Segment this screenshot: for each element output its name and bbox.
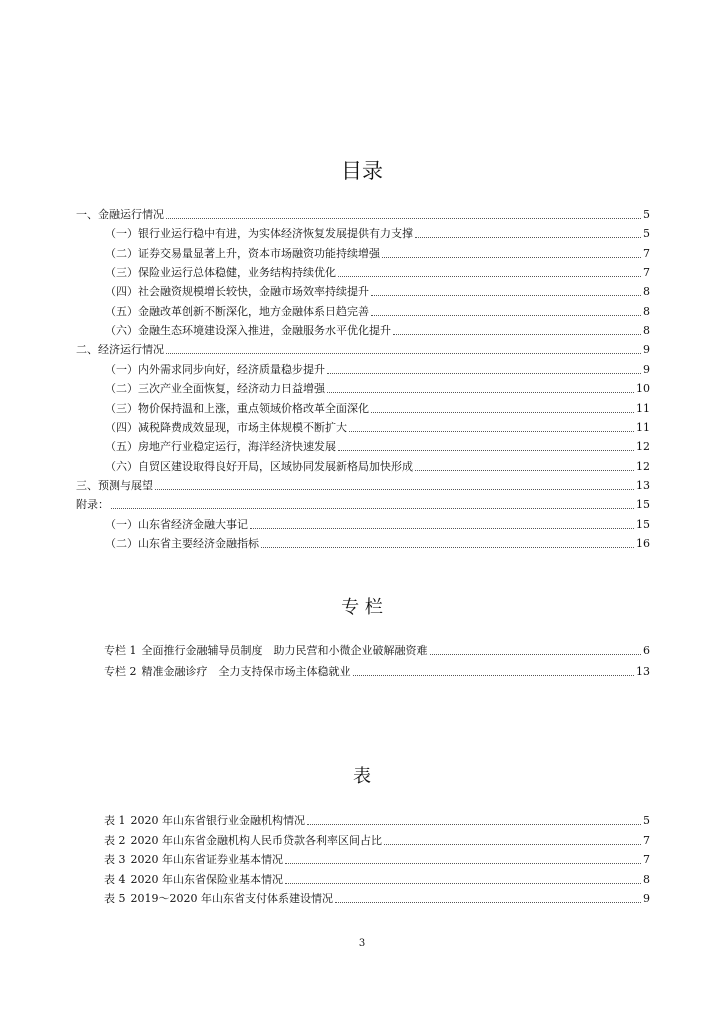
dot-leader (285, 863, 641, 864)
entry-page-number: 7 (643, 833, 650, 847)
entry-page-number: 13 (636, 664, 650, 678)
entry-label: 2020 年山东省保险业基本情况 (130, 872, 283, 886)
entry-label: （三）物价保持温和上涨，重点领域价格改革全面深化 (105, 401, 369, 415)
toc-entry[interactable] (76, 475, 650, 493)
dot-leader (349, 431, 634, 432)
entry-page-number: 11 (636, 420, 650, 434)
dot-leader (371, 295, 641, 296)
toc-entry[interactable] (104, 869, 650, 887)
dot-leader (338, 276, 641, 277)
dot-leader (111, 508, 634, 509)
entry-number: 表 1 (104, 814, 126, 827)
columns-title: 专 栏 (341, 597, 383, 618)
toc-entry[interactable] (105, 223, 650, 241)
toc-entry[interactable] (105, 262, 650, 280)
dot-leader (335, 902, 641, 903)
entry-page-number: 16 (636, 536, 650, 550)
toc-entry[interactable] (104, 640, 650, 658)
entry-page-number: 8 (643, 285, 650, 299)
toc-entry[interactable] (105, 436, 650, 454)
entry-label: （二）山东省主要经济金融指标 (105, 536, 259, 550)
dot-leader (430, 654, 642, 655)
dot-leader (307, 824, 641, 825)
page-number: 3 (358, 938, 366, 949)
toc-entry[interactable] (76, 339, 650, 357)
dot-leader (250, 528, 634, 529)
entry-label: 2020 年山东省证券业基本情况 (130, 853, 283, 866)
entry-label: （四）减税降费成效显现，市场主体规模不断扩大 (105, 420, 347, 434)
entry-page-number: 12 (636, 459, 650, 473)
toc-entry[interactable] (105, 456, 650, 474)
toc-entry[interactable] (105, 281, 650, 299)
entry-label: （六）自贸区建设取得良好开局，区域协同发展新格局加快形成 (105, 459, 413, 473)
entry-label: （二）证券交易量显著上升，资本市场融资功能持续增强 (105, 246, 380, 260)
tables-title: 表 (353, 766, 371, 787)
toc-entry[interactable] (76, 204, 650, 222)
dot-leader (155, 489, 634, 490)
entry-page-number: 15 (636, 517, 650, 531)
entry-page-number: 13 (636, 478, 650, 492)
entry-page-number: 15 (636, 498, 650, 512)
toc-entry[interactable] (105, 301, 650, 319)
entry-number: 专栏 2 (104, 664, 137, 678)
entry-page-number: 5 (643, 814, 650, 827)
entry-number: 专栏 1 (104, 644, 137, 657)
toc-entry[interactable] (105, 243, 650, 261)
entry-page-number: 8 (643, 872, 650, 886)
entry-label: （一）银行业运行稳中有进，为实体经济恢复发展提供有力支撑 (105, 227, 413, 241)
entry-page-number: 8 (643, 324, 650, 338)
toc-entry[interactable] (104, 661, 650, 679)
dot-leader (327, 392, 634, 393)
dot-leader (384, 844, 641, 845)
dot-leader (371, 412, 634, 413)
entry-page-number: 11 (636, 401, 650, 415)
entry-label: 一、金融运行情况 (76, 208, 164, 221)
entry-label: 全面推行金融辅导员制度 助力民营和小微企业破解融资难 (141, 644, 428, 657)
dot-leader (166, 218, 641, 219)
entry-label: 2020 年山东省银行业金融机构情况 (130, 814, 305, 827)
dot-leader (415, 237, 641, 238)
dot-leader (285, 883, 641, 884)
entry-page-number: 7 (643, 853, 650, 866)
entry-page-number: 9 (643, 892, 650, 905)
toc-entry[interactable] (104, 810, 650, 828)
dot-leader (371, 315, 641, 316)
entry-label: （二）三次产业全面恢复，经济动力日益增强 (105, 382, 325, 396)
entry-label: 附录： (76, 498, 109, 512)
dot-leader (393, 334, 641, 335)
dot-leader (382, 257, 641, 258)
entry-label: 2020 年山东省金融机构人民币贷款各利率区间占比 (130, 833, 382, 847)
toc-entry[interactable] (105, 378, 650, 396)
entry-label: （四）社会融资规模增长较快，金融市场效率持续提升 (105, 285, 369, 299)
toc-entry[interactable] (104, 830, 650, 848)
entry-page-number: 8 (643, 304, 650, 318)
entry-page-number: 5 (643, 208, 650, 221)
toc-entry[interactable] (104, 849, 650, 867)
entry-label: 2019～2020 年山东省支付体系建设情况 (130, 892, 333, 905)
entry-page-number: 7 (643, 246, 650, 260)
entry-page-number: 9 (643, 343, 650, 357)
toc-entry[interactable] (76, 494, 650, 512)
entry-label: （五）金融改革创新不断深化，地方金融体系日趋完善 (105, 304, 369, 318)
entry-label: 二、经济运行情况 (76, 343, 164, 357)
entry-page-number: 9 (643, 362, 650, 376)
entry-label: （六）金融生态环境建设深入推进，金融服务水平优化提升 (105, 324, 391, 338)
entry-label: （三）保险业运行总体稳健，业务结构持续优化 (105, 266, 336, 280)
entry-page-number: 5 (643, 227, 650, 241)
dot-leader (415, 470, 634, 471)
dot-leader (338, 450, 634, 451)
dot-leader (166, 353, 641, 354)
toc-entry[interactable] (104, 888, 650, 906)
toc-entry[interactable] (105, 533, 650, 551)
entry-number: 表 3 (104, 853, 126, 866)
entry-label: 三、预测与展望 (76, 478, 153, 492)
entry-number: 表 4 (104, 872, 126, 886)
toc-entry[interactable] (105, 417, 650, 435)
dot-leader (327, 373, 641, 374)
entry-label: 精准金融诊疗 全力支持保市场主体稳就业 (141, 664, 351, 678)
entry-number: 表 5 (104, 892, 126, 905)
entry-label: （五）房地产行业稳定运行，海洋经济快速发展 (105, 440, 336, 454)
toc-entry[interactable] (105, 359, 650, 377)
toc-entry[interactable] (105, 320, 650, 338)
entry-label: （一）山东省经济金融大事记 (105, 517, 248, 531)
entry-page-number: 10 (636, 382, 650, 396)
dot-leader (261, 547, 634, 548)
toc-entry[interactable] (105, 514, 650, 532)
entry-number: 表 2 (104, 833, 126, 847)
entry-page-number: 7 (643, 266, 650, 280)
entry-label: （一）内外需求同步向好，经济质量稳步提升 (105, 362, 325, 376)
entry-page-number: 6 (643, 644, 650, 657)
toc-title: 目录 (341, 159, 383, 183)
dot-leader (353, 675, 635, 676)
entry-page-number: 12 (636, 440, 650, 454)
toc-entry[interactable] (105, 398, 650, 416)
